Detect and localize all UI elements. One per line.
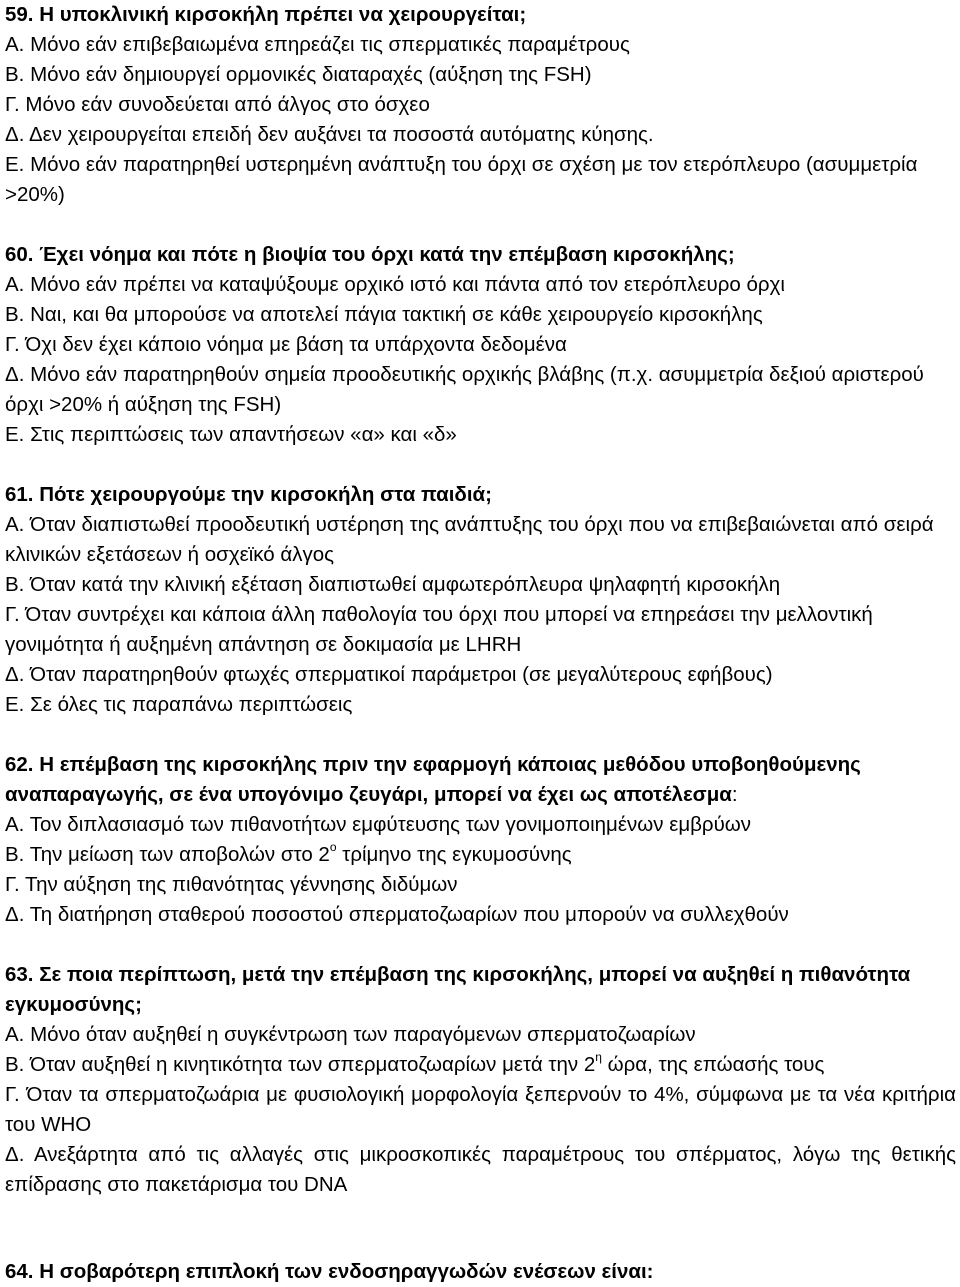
question-62-option-a: Α. Τον διπλασιασμό των πιθανοτήτων εμφύτευσης των γονιμοποιημένων εμβρύων xyxy=(5,813,752,836)
question-61-option-c: Γ. Όταν συντρέχει και κάποια άλλη παθολογία του όρχι που μπορεί να επηρεάσει την μελλοντική γονιμότητα ή αυξημένη απάντηση σε δοκιμασία με LHRH xyxy=(5,603,873,656)
question-60-option-d: Δ. Μόνο εάν παρατηρηθούν σημεία προοδευτικής ορχικής βλάβης (π.χ. ασυμμετρία δεξιού αριστερού όρχι >20% ή αύξηση της FSH) xyxy=(5,363,924,416)
spacer xyxy=(0,720,960,750)
question-61-option-b: Β. Όταν κατά την κλινική εξέταση διαπιστωθεί αμφωτερόπλευρα ψηλαφητή κιρσοκήλη xyxy=(5,573,781,596)
question-62-option-b-text-end: τρίμηνο της εγκυμοσύνης xyxy=(336,843,572,866)
question-59-option-d: Δ. Δεν χειρουργείται επειδή δεν αυξάνει τα ποσοστά αυτόματης κύησης. xyxy=(5,123,654,146)
question-62-title-line xyxy=(5,750,956,810)
question-64 xyxy=(0,1257,960,1287)
spacer xyxy=(0,450,960,480)
question-60-title: 60. Έχει νόημα και πότε η βιοψία του όρχι κατά την επέμβαση κιρσοκήλης; xyxy=(5,243,735,266)
question-59-option-b: Β. Μόνο εάν δημιουργεί ορμονικές διαταραχές (αύξηση της FSH) xyxy=(5,63,592,86)
question-62-option-b-superscript: ο xyxy=(329,840,337,854)
question-60 xyxy=(0,240,960,450)
question-63-title: 63. Σε ποια περίπτωση, μετά την επέμβαση της κιρσοκήλης, μπορεί να αυξηθεί η πιθανότητα εγκυμοσύνης; xyxy=(5,963,911,1016)
question-63-option-d: Δ. Ανεξάρτητα από τις αλλαγές στις μικροσκοπικές παραμέτρους του σπέρματος, λόγω της θετικής επίδρασης στο πακετάρισμα του DNA xyxy=(5,1143,956,1196)
question-61-title: 61. Πότε χειρουργούμε την κιρσοκήλη στα παιδιά; xyxy=(5,483,492,506)
question-63-option-b xyxy=(5,1050,956,1080)
question-59-option-c: Γ. Μόνο εάν συνοδεύεται από άλγος στο όσχεο xyxy=(5,93,430,116)
question-59-option-e: Ε. Μόνο εάν παρατηρηθεί υστερημένη ανάπτυξη του όρχι σε σχέση με τον ετερόπλευρο (ασυμμετρία >20%) xyxy=(5,153,918,206)
spacer xyxy=(0,1200,960,1257)
question-61-option-a: Α. Όταν διαπιστωθεί προοδευτική υστέρηση της ανάπτυξης του όρχι που να επιβεβαιώνεται από σειρά κλινικών εξετάσεων ή οσχεϊκό άλγος xyxy=(5,513,934,566)
question-61-option-e: Ε. Σε όλες τις παραπάνω περιπτώσεις xyxy=(5,693,353,716)
question-62 xyxy=(0,750,960,930)
question-62-title: 62. Η επέμβαση της κιρσοκήλης πριν την εφαρμογή κάποιας μεθόδου υποβοηθούμενης αναπαραγωγής, σε ένα υπογόνιμο ζευγάρι, μπορεί να έχει ως αποτέλεσμα xyxy=(5,753,861,806)
question-63-option-b-superscript: η xyxy=(595,1050,602,1064)
question-59-option-a: Α. Μόνο εάν επιβεβαιωμένα επηρεάζει τις σπερματικές παραμέτρους xyxy=(5,33,630,56)
question-63-option-a: Α. Μόνο όταν αυξηθεί η συγκέντρωση των παραγόμενων σπερματοζωαρίων xyxy=(5,1023,696,1046)
question-59 xyxy=(0,0,960,210)
question-62-option-c: Γ. Την αύξηση της πιθανότητας γέννησης διδύμων xyxy=(5,873,458,896)
question-61-option-d: Δ. Όταν παρατηρηθούν φτωχές σπερματικοί παράμετροι (σε μεγαλύτερους εφήβους) xyxy=(5,663,773,686)
question-63 xyxy=(0,960,960,1200)
question-62-option-b xyxy=(5,840,956,870)
question-63-option-c: Γ. Όταν τα σπερματοζωάρια με φυσιολογική μορφολογία ξεπερνούν το 4%, σύμφωνα με τα νέα κριτήρια του WHO xyxy=(5,1083,956,1136)
spacer xyxy=(0,210,960,240)
question-64-title: 64. Η σοβαρότερη επιπλοκή των ενδοσηραγγωδών ενέσεων είναι: xyxy=(5,1260,654,1283)
question-60-option-e: Ε. Στις περιπτώσεις των απαντήσεων «α» και «δ» xyxy=(5,423,457,446)
spacer xyxy=(0,930,960,960)
question-62-option-d: Δ. Τη διατήρηση σταθερού ποσοστού σπερματοζωαρίων που μπορούν να συλλεχθούν xyxy=(5,903,789,926)
question-62-option-b-text: Β. Την μείωση των αποβολών στο 2 xyxy=(5,843,330,866)
question-63-option-b-text-end: ώρα, της επώασής τους xyxy=(601,1053,825,1076)
question-63-option-b-text: Β. Όταν αυξηθεί η κινητικότητα των σπερματοζωαρίων μετά την 2 xyxy=(5,1053,596,1076)
question-59-title: 59. Η υποκλινική κιρσοκήλη πρέπει να χειρουργείται; xyxy=(5,3,527,26)
question-60-option-a: Α. Μόνο εάν πρέπει να καταψύξουμε ορχικό ιστό και πάντα από τον ετερόπλευρο όρχι xyxy=(5,273,785,296)
question-62-title-colon: : xyxy=(731,783,738,806)
question-60-option-c: Γ. Όχι δεν έχει κάποιο νόημα με βάση τα υπάρχοντα δεδομένα xyxy=(5,333,567,356)
question-60-option-b: Β. Ναι, και θα μπορούσε να αποτελεί πάγια τακτική σε κάθε χειρουργείο κιρσοκήλης xyxy=(5,303,763,326)
question-61 xyxy=(0,480,960,720)
